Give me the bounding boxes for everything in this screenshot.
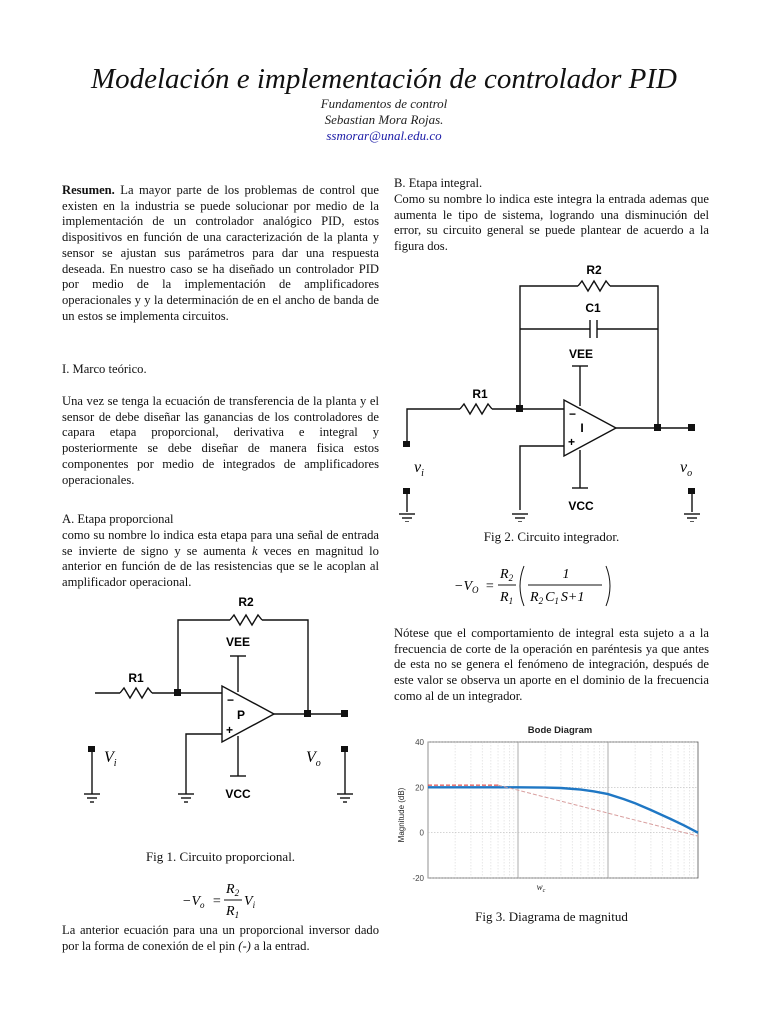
section-b-heading: B. Etapa integral. (394, 176, 483, 190)
bode-ytick-label: 20 (415, 783, 424, 793)
abstract-text: La mayor parte de los problemas de control que existen en la industria se puede solucionar por medio de la implementación de un controlador analógico PID, estos dispositivos en función de una caracterización de la planta y sensor se ajustan sus parámetros para dar una respuesta deseada. En nuestro caso se ha diseñado un controlador PID por medio de la implementación de amplificadores operacionales y y la determinación de en el ancho de banda de un estos se implementa circuitos. (62, 183, 379, 323)
bode-yticks (412, 738, 424, 883)
pin-label: (-) (238, 938, 251, 953)
equation-1 (176, 876, 286, 922)
fig1-feedback-wire-right (262, 620, 308, 713)
bode-ytick-label: -20 (412, 874, 424, 883)
fig1-vee-label: VEE (225, 635, 251, 649)
resistor-r1 (120, 688, 152, 698)
ground-icon (178, 794, 194, 802)
k-variable: k (251, 543, 258, 558)
subject-line: Fundamentos de control (320, 96, 448, 111)
after-eq1-text-1: La anterior ecuación para una un proporcional inversor dado por la forma de conexión de el pin (62, 923, 379, 953)
fig1-amp-label: P (236, 708, 246, 722)
fig2-amp-label: I (580, 421, 584, 435)
fig2-vo-label: $v_o$ (680, 459, 693, 479)
eq1-numerator: $R_2$ (226, 882, 240, 898)
section-a-text-1: como su nombre lo indica esta etapa para una señal de entrada se invierte de signo y se aumenta (62, 528, 379, 558)
fig1-node-dot (304, 710, 311, 717)
fig2-c1-label: C1 (585, 301, 601, 315)
fig2-terminal-dot (403, 488, 410, 494)
eq2-equals: = (485, 579, 495, 594)
eq2-denominator: $R_1$ (500, 590, 514, 606)
ground-icon (399, 514, 415, 522)
abstract-label: Resumen. (62, 183, 115, 197)
fig1-terminal-dot (341, 710, 348, 717)
fig2-terminal-dot (688, 424, 695, 431)
fig2-node-dot (516, 405, 523, 412)
resistor-r1 (460, 404, 492, 414)
note-text: Nótese que el comportamiento de integral esta sujeto a a la frecuencia de corte de la operación en paréntesis ya que antes de esta no se genera el fenómeno de integración, después de este valor se observa un aporte en el dominio de la frecuencia como al de un integrador. (394, 626, 709, 703)
eq1-denominator: $R_1$ (226, 904, 240, 920)
fig1-vo-label: $V_o$ (306, 749, 321, 769)
ground-icon (684, 514, 700, 522)
fig1-terminal-dot (341, 746, 348, 752)
ground-icon (84, 794, 100, 802)
equation-2 (452, 560, 632, 612)
fig2-plus-label: + (568, 435, 576, 449)
fig2-vee-label: VEE (568, 347, 594, 361)
fig2-vcc-label: VCC (568, 499, 594, 513)
fig2-minus-label: − (569, 407, 577, 421)
eq2-right-paren (606, 566, 610, 606)
ground-icon (512, 514, 528, 522)
eq2-inner-numerator: 1 (562, 567, 570, 582)
fig1-plus-label: + (226, 723, 234, 737)
section-b-text: Como su nombre lo indica este integra la entrada ademas que aumenta le tipo de sistema, logrando una disminución del error, su circuito general se puede plantear de acuerdo a la figura dos. (394, 192, 709, 254)
fig1-plus-wire (186, 734, 222, 790)
fig1-feedback-wire-left (178, 620, 230, 693)
fig2-node-dot (654, 424, 661, 431)
resistor-r2 (578, 281, 610, 291)
eq2-lhs: $-V_O$ (454, 579, 479, 595)
fig2-r2-wire-right (610, 286, 658, 428)
fig1-circuit (70, 590, 370, 815)
fig2-r1-label: R1 (472, 387, 488, 401)
bode-ylabel: Magnitude (dB) (397, 787, 406, 843)
fig2-plus-wire (520, 446, 564, 510)
eq1-lhs: $-V_o$ (182, 894, 205, 910)
section-a-heading: A. Etapa proporcional (62, 512, 174, 526)
eq1-tail: $V_i$ (244, 894, 256, 910)
eq2-left-paren (520, 566, 524, 606)
bode-xlabel: $w_c$ (536, 882, 546, 894)
fig2-circuit (394, 260, 714, 522)
fig2-terminal-dot (403, 441, 410, 447)
fig1-minus-label: − (227, 693, 235, 707)
eq2-inner-denominator: $R_2$ $C_1$ S+1 (530, 590, 585, 606)
section-a-text (62, 528, 379, 591)
bode-title: Bode Diagram (527, 725, 593, 736)
fig2-vi-label: $v_i$ (414, 459, 424, 479)
fig1-r2-label: R2 (238, 595, 254, 609)
author-line: Sebastian Mora Rojas. (324, 112, 444, 127)
fig2-terminal-dot (688, 488, 695, 494)
bode-ytick-label: 0 (419, 828, 424, 838)
ground-icon (337, 794, 353, 802)
fig1-terminal-dot (88, 746, 95, 752)
eq1-equals: = (212, 894, 222, 909)
email-line: ssmorar@unal.edu.co (326, 128, 442, 143)
fig1-caption: Fig 1. Circuito proporcional. (145, 849, 296, 864)
section-1-text: Una vez se tenga la ecuación de transferencia de la planta y el sensor de debe diseñar las ganancias de los controladores de capara etapa proporcional, derivativa e integral y posteriormente se debe diseñar de manera fisica estos componentes por medio de integrados de amplificadores operacionales. (62, 394, 379, 487)
page-title: Modelación e implementación de controlador PID (90, 63, 678, 95)
fig2-caption: Fig 2. Circuito integrador. (483, 529, 620, 544)
after-eq1-text-2: a la entrad. (250, 938, 310, 953)
fig1-node-dot (174, 689, 181, 696)
section-1-heading: I. Marco teórico. (62, 362, 147, 376)
fig2-r2-label: R2 (586, 263, 602, 277)
capacitor-c1 (590, 320, 597, 338)
after-eq1-text (62, 923, 379, 954)
bode-plot-area (428, 742, 698, 878)
fig1-vi-label: $V_i$ (104, 749, 117, 769)
section-a-text-2: veces en magnitud lo anterior en función de de las resistencias que se le acoplan al amplificador operacional. (62, 543, 379, 590)
resistor-r2 (230, 615, 262, 625)
fig3-caption: Fig 3. Diagrama de magnitud (475, 909, 628, 924)
fig3-bode-chart (394, 720, 710, 900)
abstract (62, 183, 379, 324)
eq2-numerator: $R_2$ (500, 567, 514, 583)
fig1-r1-label: R1 (128, 671, 144, 685)
bode-ytick-label: 40 (415, 738, 424, 747)
fig1-vcc-label: VCC (225, 787, 251, 801)
fig2-input-wire (407, 409, 460, 443)
